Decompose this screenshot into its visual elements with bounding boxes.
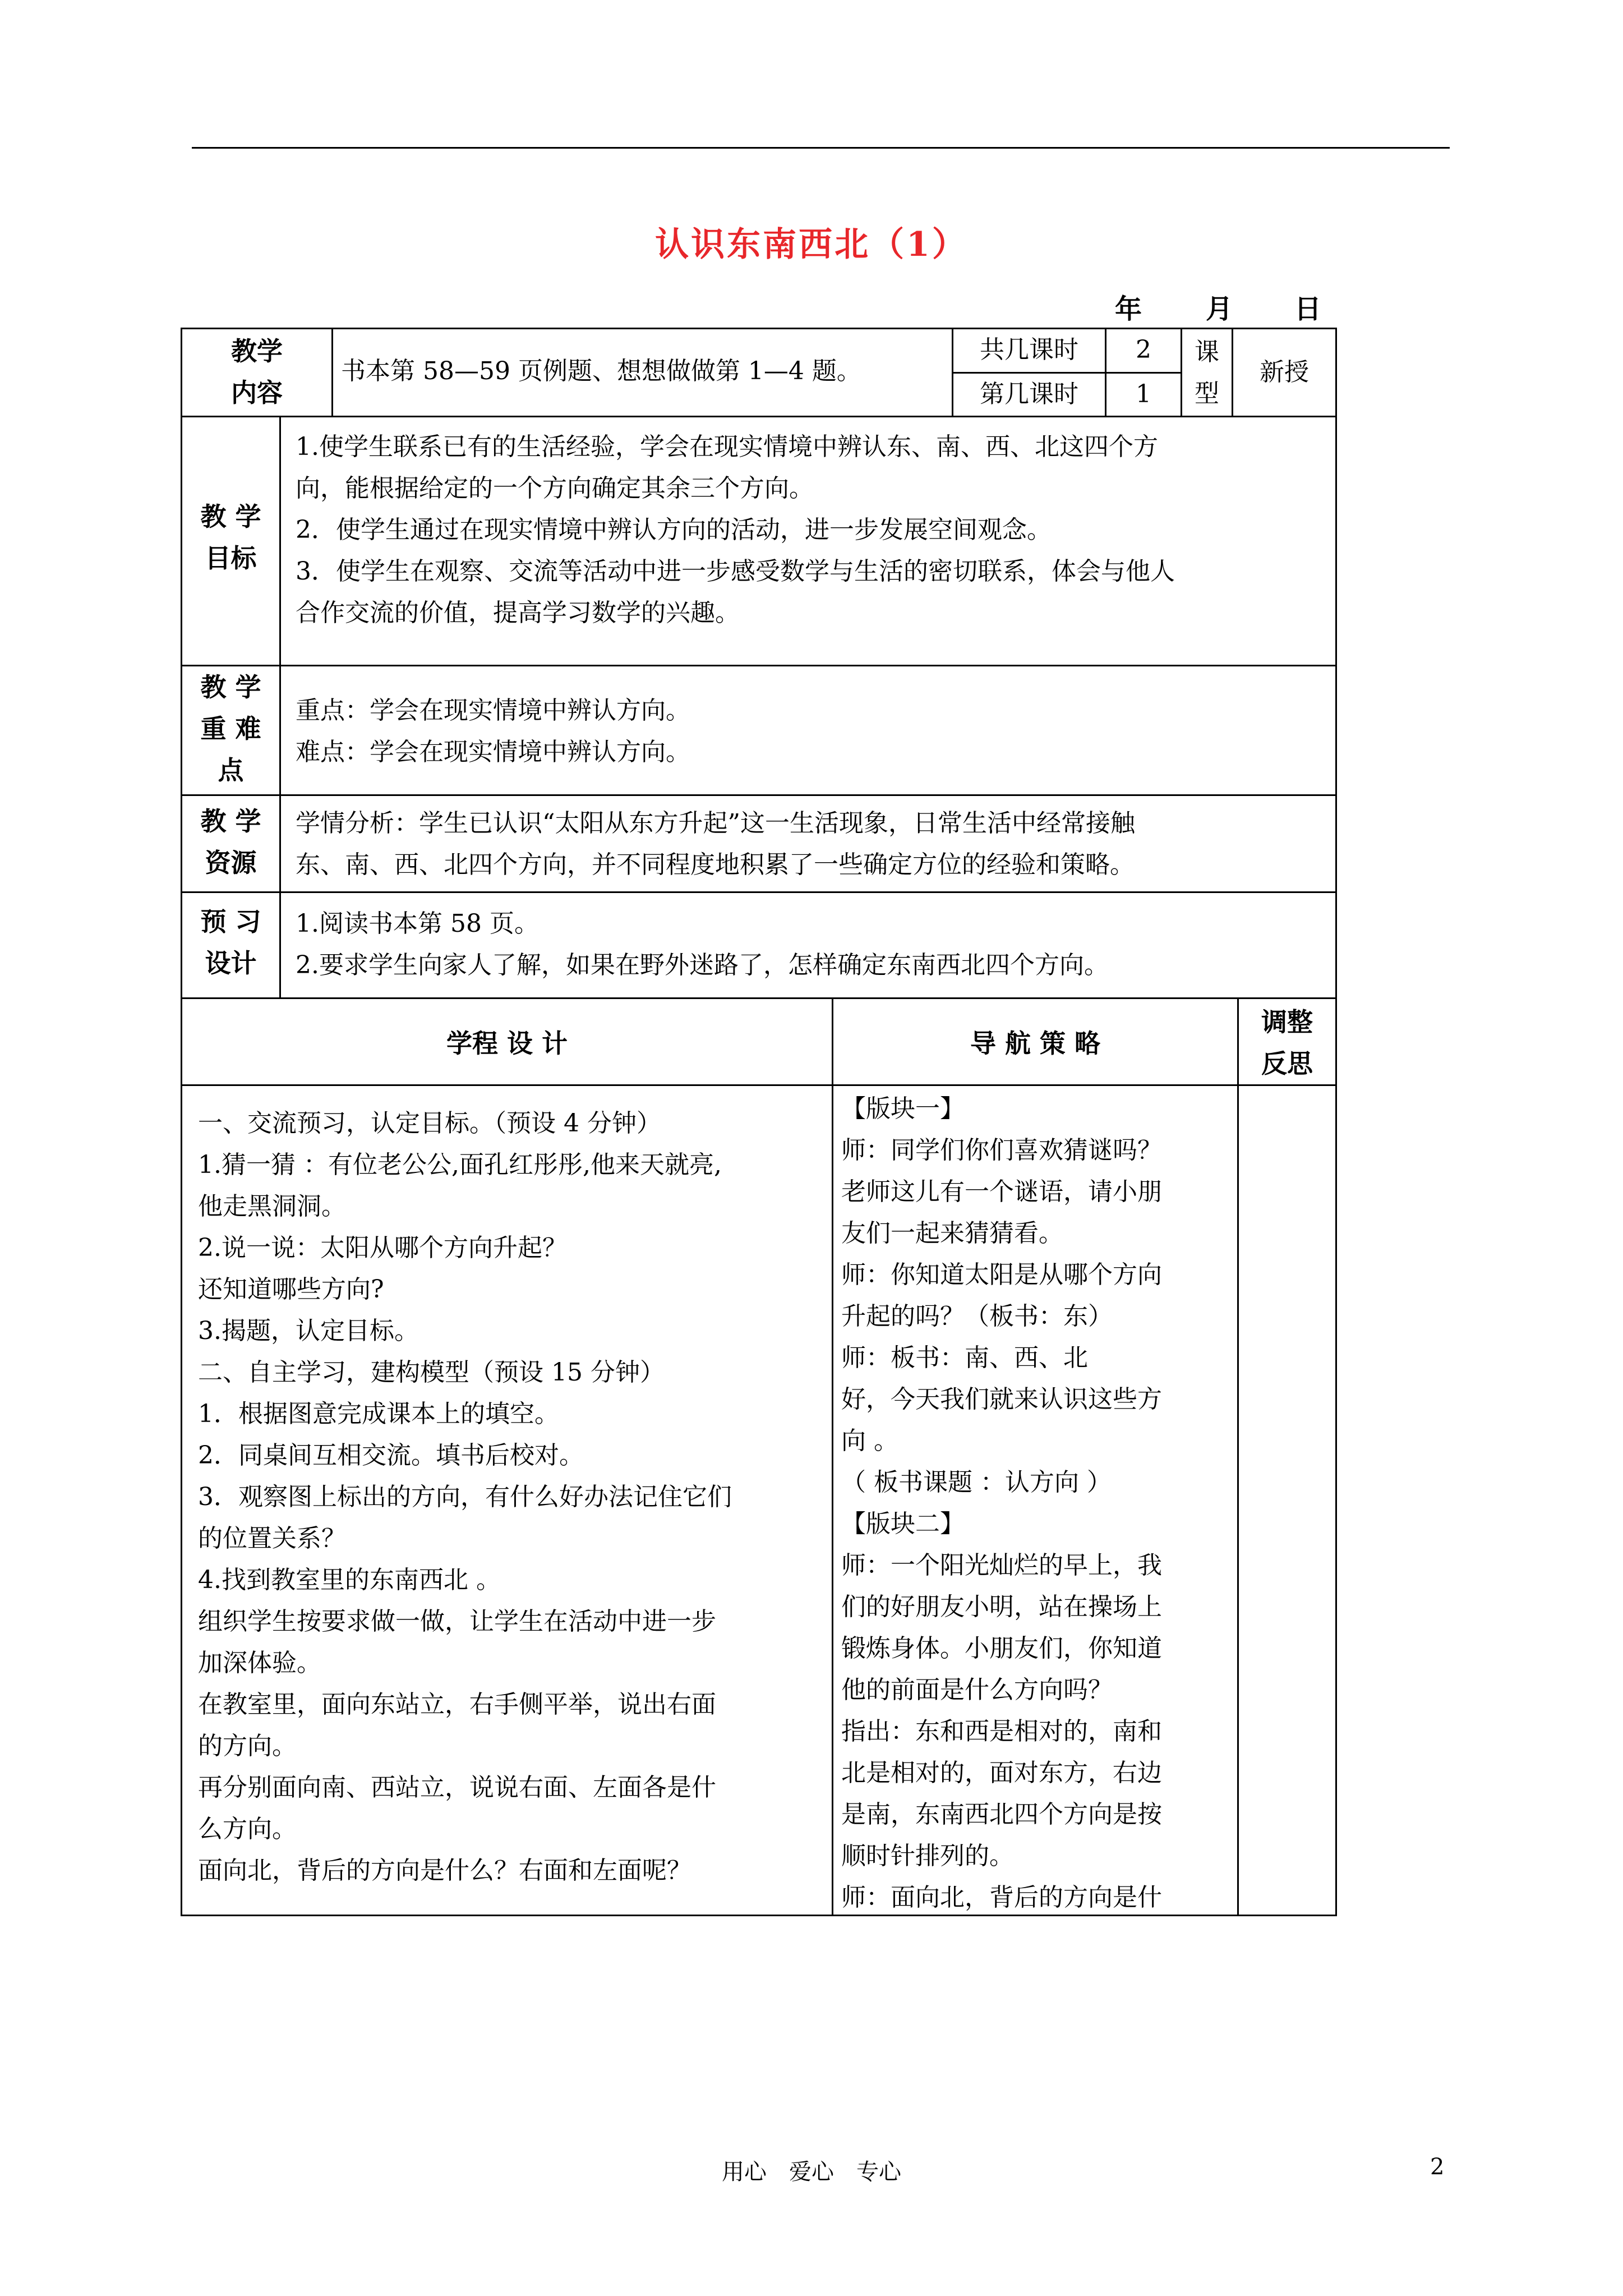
process-header: 学程 设 计 (446, 1028, 568, 1059)
process-line: 二、自主学习，建构模型（预设 15 分钟） (198, 1358, 665, 1387)
process-body-cell (181, 1084, 833, 1916)
which-lesson-value: 1 (1136, 380, 1151, 408)
process-line: 1.猜一猜 ：有位老公公,面孔红彤彤,他来天就亮, (198, 1151, 722, 1179)
which-lesson-label: 第几课时 (980, 380, 1078, 408)
process-line: 3．观察图上标出的方向，有什么好办法记住它们 (198, 1483, 732, 1511)
adjust-body-cell (1237, 1084, 1337, 1916)
goals-line: 1.使学生联系已有的生活经验，学会在现实情境中辨认东、南、西、北这四个方 (296, 432, 1158, 461)
preview-content-cell (279, 891, 1337, 999)
preview-label: 预 习 设计 (200, 907, 261, 978)
resources-label: 教 学 资源 (200, 806, 261, 878)
content-label-cell (181, 328, 333, 417)
page-footer: 用心 爱心 专心 (722, 2159, 901, 2185)
strategy-line: 【版块二】 (841, 1510, 965, 1538)
strategy-line: 升起的吗？（板书：东） (841, 1302, 1113, 1331)
strategy-body-cell (832, 1084, 1239, 1916)
strategy-line: 师：板书：南、西、北 (841, 1343, 1088, 1372)
strategy-line: 师：你知道太阳是从哪个方向 (841, 1260, 1162, 1289)
strategy-line: 友们一起来猜猜看。 (841, 1219, 1063, 1248)
preview-label-cell (181, 891, 281, 999)
process-line: 么方向。 (198, 1815, 297, 1843)
total-lessons-label-cell (952, 328, 1106, 374)
lesson-type-label-cell (1181, 328, 1233, 417)
process-line: 在教室里，面向东站立，右手侧平举，说出右面 (198, 1690, 716, 1719)
content-text-cell (331, 328, 953, 417)
strategy-line: 锻炼身体。小朋友们，你知道 (841, 1634, 1162, 1663)
date-month-label: 月 (1206, 293, 1233, 325)
strategy-line: （ 板书课题 ：认方向 ） (841, 1468, 1112, 1497)
process-line: 2．同桌间互相交流。填书后校对。 (198, 1441, 584, 1470)
goals-line: 3．使学生在观察、交流等活动中进一步感受数学与生活的密切联系，体会与他人 (296, 557, 1175, 586)
lesson-type-value-cell (1232, 328, 1337, 417)
content-label: 教学 内容 (231, 336, 283, 408)
adjust-header-cell (1237, 997, 1337, 1086)
strategy-line: 【版块一】 (841, 1094, 965, 1123)
strategy-line: 北是相对的，面对东方，右边 (841, 1759, 1162, 1787)
process-line: 的位置关系？ (198, 1524, 346, 1553)
goals-line: 合作交流的价值，提高学习数学的兴趣。 (296, 599, 740, 627)
process-line: 再分别面向南、西站立，说说右面、左面各是什 (198, 1773, 716, 1802)
goals-label-cell (181, 416, 281, 666)
resources-content-cell (279, 794, 1337, 893)
strategy-line: 们的好朋友小明，站在操场上 (841, 1593, 1162, 1621)
strategy-header: 导 航 策 略 (970, 1028, 1101, 1059)
keypoints-line: 重点：学会在现实情境中辨认方向。 (296, 696, 690, 725)
process-line: 组织学生按要求做一做，让学生在活动中进一步 (198, 1607, 716, 1636)
preview-line: 2.要求学生向家人了解，如果在野外迷路了，怎样确定东南西北四个方向。 (296, 951, 1109, 979)
goals-line: 2．使学生通过在现实情境中辨认方向的活动，进一步发展空间观念。 (296, 516, 1052, 544)
total-lessons-value-cell (1105, 328, 1182, 374)
strategy-header-cell (832, 997, 1239, 1086)
strategy-line: 老师这儿有一个谜语，请小朋 (841, 1177, 1162, 1206)
resources-line: 东、南、西、北四个方向，并不同程度地积累了一些确定方位的经验和策略。 (296, 850, 1135, 879)
total-lessons-value: 2 (1136, 335, 1151, 364)
process-line: 4.找到教室里的东南西北 。 (198, 1566, 501, 1594)
process-line: 2.说一说：太阳从哪个方向升起？ (198, 1234, 567, 1262)
keypoints-content-cell (279, 665, 1337, 796)
process-line: 的方向。 (198, 1732, 297, 1760)
strategy-line: 师：一个阳光灿烂的早上，我 (841, 1551, 1162, 1580)
goals-label: 教 学 目标 (200, 501, 261, 573)
strategy-line: 顺时针排列的。 (841, 1842, 1014, 1870)
resources-line: 学情分析：学生已认识“太阳从东方升起”这一生活现象，日常生活中经常接触 (296, 809, 1135, 838)
goals-content-cell (279, 416, 1337, 666)
strategy-line: 师：面向北，背后的方向是什 (841, 1883, 1162, 1912)
content-text: 书本第 58—59 页例题、想想做做第 1—4 题。 (341, 357, 861, 385)
resources-label-cell (181, 794, 281, 893)
page-title: 认识东南西北（1） (655, 225, 968, 264)
strategy-line: 是南，东南西北四个方向是按 (841, 1800, 1162, 1829)
keypoints-line: 难点：学会在现实情境中辨认方向。 (296, 738, 690, 766)
process-line: 他走黑洞洞。 (198, 1192, 346, 1221)
which-lesson-value-cell (1105, 372, 1182, 417)
strategy-line: 好，今天我们就来认识这些方 (841, 1385, 1162, 1414)
which-lesson-label-cell (952, 372, 1106, 417)
process-line: 面向北，背后的方向是什么？右面和左面呢？ (198, 1856, 691, 1885)
lesson-type-value: 新授 (1260, 358, 1309, 386)
keypoints-label: 教 学 重 难 点 (200, 672, 261, 785)
strategy-line: 师：同学们你们喜欢猜谜吗？ (841, 1136, 1162, 1165)
lesson-type-label: 课 型 (1195, 338, 1219, 408)
date-year-label: 年 (1115, 293, 1142, 325)
adjust-header: 调整 反思 (1261, 1007, 1313, 1079)
total-lessons-label: 共几课时 (980, 335, 1078, 364)
process-header-cell (181, 997, 833, 1086)
process-line: 还知道哪些方向? (198, 1275, 384, 1304)
date-day-label: 日 (1294, 293, 1322, 325)
process-line: 1．根据图意完成课本上的填空。 (198, 1400, 559, 1428)
page-number: 2 (1430, 2154, 1445, 2180)
keypoints-label-cell (181, 665, 281, 796)
preview-line: 1.阅读书本第 58 页。 (296, 909, 539, 938)
strategy-line: 他的前面是什么方向吗？ (841, 1676, 1113, 1704)
strategy-line: 向 。 (841, 1427, 898, 1455)
header-rule (192, 147, 1450, 149)
process-line: 3.揭题，认定目标。 (198, 1317, 419, 1345)
process-line: 加深体验。 (198, 1649, 321, 1677)
goals-line: 向，能根据给定的一个方向确定其余三个方向。 (296, 474, 814, 503)
process-line: 一、交流预习，认定目标。（预设 4 分钟） (198, 1109, 661, 1138)
strategy-line: 指出：东和西是相对的，南和 (841, 1717, 1162, 1746)
